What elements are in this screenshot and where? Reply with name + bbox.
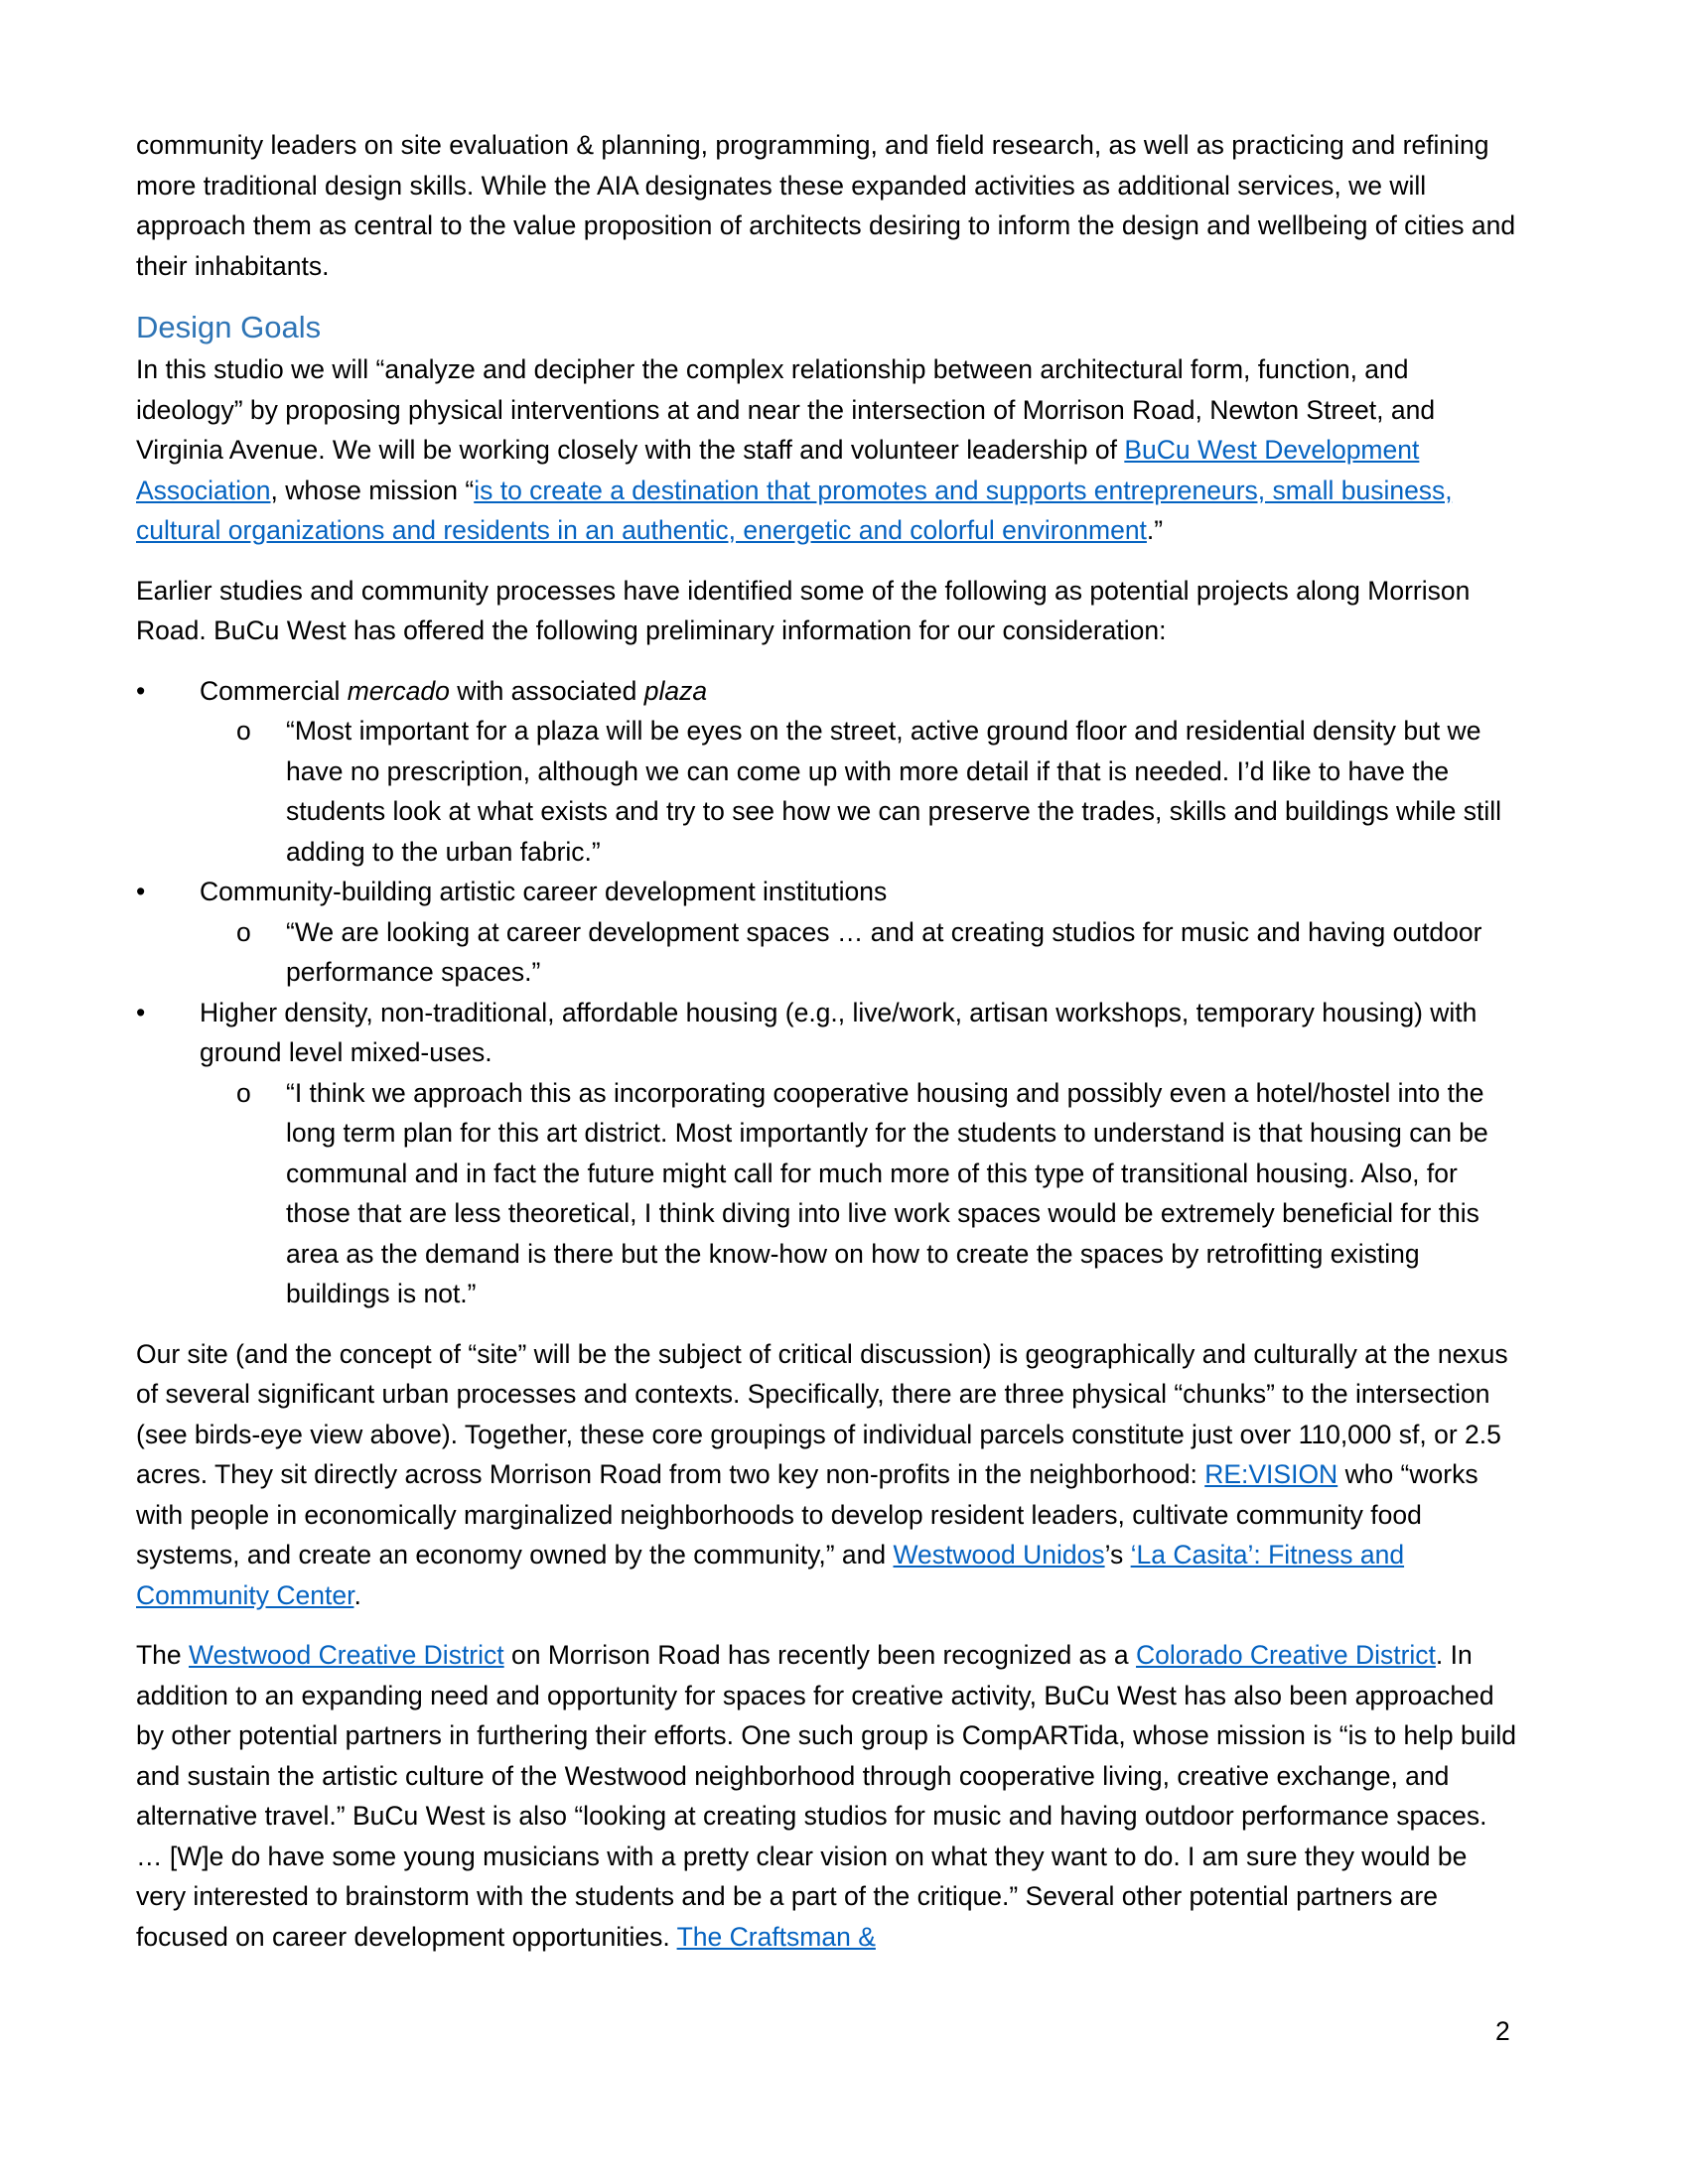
text-span: . In addition to an expanding need and opportunity for spaces for creative activity, BuCu West has also been approached by other potential partners in furthering their efforts. One such group is CompARTida, whose mission is “is to help build and sustain the artistic culture of the Westwood neighborhood through cooperative living, creative exchange, and alternative travel.” BuCu West is also “looking at creating studios for music and having outdoor performance spaces. … [W]e do have some young musicians with a pretty clear vision on what they want to do. I am sure they would be very interested to brainstorm with the students and be a part of the critique.” Several other potential partners are focused on career development opportunities.	[136, 1640, 1516, 1952]
page-number: 2	[1495, 2016, 1510, 2046]
list-item	[136, 671, 1518, 873]
list-item	[136, 872, 1518, 993]
document-page	[136, 125, 1518, 1977]
link-westwood-unidos[interactable]: Westwood Unidos	[893, 1540, 1105, 1570]
text-span: ’s	[1104, 1540, 1131, 1570]
text-span: The	[136, 1640, 190, 1670]
quote-text: “I think we approach this as incorporating cooperative housing and possibly even a hotel/hostel into the long term plan for this art district. Most importantly for the students to understand is that housing can be communal and in fact the future might call for much more of this type of transitional housing. Also, for those that are less theoretical, I think diving into live work spaces would be extremely beneficial for this area as the demand is there but the know-how on how to create the spaces by retrofitting existing buildings is not.”	[286, 1077, 1488, 1308]
link-craftsman[interactable]: The Craftsman &	[676, 1921, 876, 1952]
link-bucu-west[interactable]: BuCu West Development Association	[136, 435, 1420, 505]
link-mission[interactable]: is to create a destination that promotes and supports entrepreneurs, small business, cultural organizations and residents in an authentic, energetic and colorful environment	[136, 475, 1453, 545]
italic-term: plaza	[643, 675, 708, 706]
sub-list	[200, 912, 1518, 993]
circle-bullet-icon: o	[236, 1077, 251, 1108]
quote-text: “Most important for a plaza will be eyes on the street, active ground floor and residential density but we have no prescription, although we can come up with more detail if that is needed. I’d like to have the students look at what exists and try to see how we can preserve the trades, skills and buildings while still adding to the urban fabric.”	[286, 716, 1502, 867]
text-span: on Morrison Road has recently been recognized as a	[503, 1640, 1137, 1670]
text-span: Commercial	[200, 675, 348, 706]
text-span: Our site (and the concept of “site” will be the subject of critical discussion) is geographically and culturally at the nexus of several significant urban processes and contexts. Specifically, there are three physical “chunks” to the intersection (see birds-eye view above). Together, these core groupings of individual parcels constitute just over 110,000 sf, or 2.5 acres. They sit directly across Morrison Road from two key non-profits in the neighborhood:	[136, 1338, 1508, 1489]
italic-term: mercado	[347, 675, 450, 706]
sub-list-item	[136, 711, 1518, 872]
sub-list-item	[136, 912, 1518, 993]
bullet-icon: •	[136, 675, 146, 706]
intro-text: community leaders on site evaluation & planning, programming, and field research, as well as practicing and refining more traditional design skills. While the AIA designates these expanded activities as additional services, we will approach them as central to the value proposition of architects desiring to inform the design and wellbeing of cities and their inhabitants.	[136, 130, 1516, 281]
project-list	[136, 671, 1518, 1314]
circle-bullet-icon: o	[236, 916, 251, 947]
text-span: Community-building artistic career development institutions	[200, 877, 888, 906]
link-revision[interactable]: RE:VISION	[1204, 1459, 1338, 1489]
bullet-icon: •	[136, 877, 146, 906]
bullet-icon: •	[136, 997, 146, 1027]
intro-paragraph	[136, 125, 1518, 286]
text-span: who “works with people in economically marginalized neighborhoods to develop resident leaders, cultivate community food systems, and create an economy owned by the community,” and	[136, 1459, 1478, 1570]
design-goals-paragraph-2: Earlier studies and community processes have identified some of the following as potential projects along Morrison Road. BuCu West has offered the following preliminary information for our consideration:	[136, 575, 1471, 645]
link-colorado-creative-district[interactable]: Colorado Creative District	[1136, 1640, 1436, 1670]
link-westwood-creative-district[interactable]: Westwood Creative District	[189, 1640, 504, 1670]
sub-list	[200, 1073, 1518, 1314]
section-heading: Design Goals	[136, 310, 322, 344]
text-span: , whose mission “	[270, 475, 475, 505]
text-span: Higher density, non-traditional, affordable housing (e.g., live/work, artisan workshops, temporary housing) with ground level mixed-uses.	[200, 997, 1477, 1067]
text-span: with associated	[449, 675, 644, 706]
text-span: .	[353, 1579, 361, 1610]
text-span: In this studio we will “analyze and decipher the complex relationship between architectural form, function, and ideology” by proposing physical interventions at and near the intersection of Morrison Road, Newton Street, and Virginia Avenue. We will be working closely with the staff and volunteer leadership of	[136, 354, 1436, 465]
text-span: .”	[1146, 515, 1164, 545]
design-goals-paragraph-4	[136, 1635, 1518, 1957]
sub-list	[200, 711, 1518, 872]
design-goals-paragraph-1	[136, 349, 1518, 551]
list-item	[136, 993, 1518, 1314]
design-goals-paragraph-3	[136, 1334, 1518, 1616]
sub-list-item	[136, 1073, 1518, 1314]
quote-text: “We are looking at career development spaces … and at creating studios for music and having outdoor performance spaces.”	[286, 916, 1482, 987]
circle-bullet-icon: o	[236, 716, 251, 746]
link-la-casita[interactable]: ‘La Casita’: Fitness and Community Center	[136, 1540, 1405, 1610]
